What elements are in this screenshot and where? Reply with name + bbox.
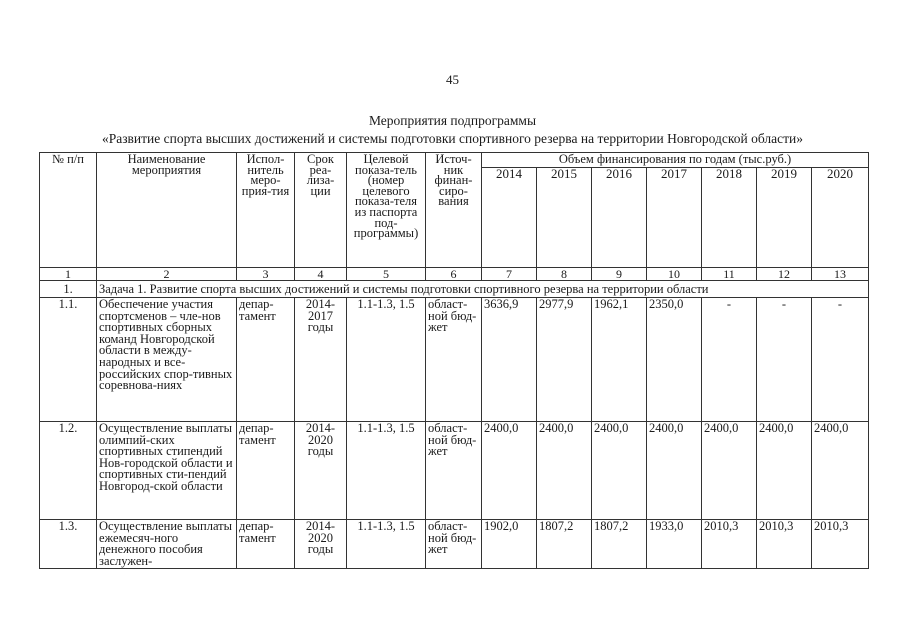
amount-cell: 2400,0 (702, 422, 757, 520)
task-row (40, 281, 869, 298)
term-cell: 2014-2017 годы (295, 298, 347, 422)
column-number: 9 (592, 268, 647, 281)
header-target: Целевой показа-тель (номер целевого показа-теля из паспорта под-программы) (347, 153, 426, 268)
column-number: 12 (757, 268, 812, 281)
header-executor: Испол-нитель меро-прия-тия (237, 153, 295, 268)
row-number: 1.2. (40, 422, 97, 520)
amount-cell: 2400,0 (482, 422, 537, 520)
amount-cell: 2400,0 (537, 422, 592, 520)
table-row (40, 422, 869, 520)
amount-cell: 1807,2 (537, 520, 592, 569)
column-number: 3 (237, 268, 295, 281)
amount-cell: 1962,1 (592, 298, 647, 422)
document-title: Мероприятия подпрограммы (368, 113, 537, 128)
source-cell: област-ной бюд-жет (426, 520, 482, 569)
header-year: 2017 (647, 168, 702, 268)
header-year: 2016 (592, 168, 647, 268)
amount-cell: 3636,9 (482, 298, 537, 422)
amount-cell: 1933,0 (647, 520, 702, 569)
table-row (40, 298, 869, 422)
amount-cell: 2010,3 (812, 520, 869, 569)
column-numbers-row (40, 268, 869, 281)
header-year: 2015 (537, 168, 592, 268)
amount-cell: 2400,0 (812, 422, 869, 520)
column-number: 13 (812, 268, 869, 281)
column-number: 6 (426, 268, 482, 281)
amount-cell: 2350,0 (647, 298, 702, 422)
column-number: 5 (347, 268, 426, 281)
document-subtitle: «Развитие спорта высших достижений и системы подготовки спортивного резерва на территории Новгородской области» (101, 131, 804, 146)
task-text: Задача 1. Развитие спорта высших достижений и системы подготовки спортивного резерва на территории области (97, 281, 869, 298)
executor-cell: депар-тамент (237, 520, 295, 569)
row-number: 1.1. (40, 298, 97, 422)
executor-cell: депар-тамент (237, 298, 295, 422)
column-number: 10 (647, 268, 702, 281)
measure-name: Обеспечение участия спортсменов – чле-нов спортивных сборных команд Новгородской области в между-народных и все-российских спор-тивных соревнова-ниях (97, 298, 237, 422)
measure-name: Осуществление выплаты олимпий-ских спортивных стипендий Нов-городской области и спортивных сти-пендий Новгород-ской области (97, 422, 237, 520)
header-num: № п/п (40, 153, 97, 268)
amount-cell: - (757, 298, 812, 422)
column-number: 1 (40, 268, 97, 281)
amount-cell: 1902,0 (482, 520, 537, 569)
header-year: 2019 (757, 168, 812, 268)
amount-cell: 1807,2 (592, 520, 647, 569)
amount-cell: - (702, 298, 757, 422)
column-number: 11 (702, 268, 757, 281)
column-number: 4 (295, 268, 347, 281)
measure-name: Осуществление выплаты ежемесяч-ного денежного пособия заслужен- (97, 520, 237, 569)
header-year: 2018 (702, 168, 757, 268)
table-row (40, 520, 869, 569)
header-term: Срок реа-лиза-ции (295, 153, 347, 268)
amount-cell: 2400,0 (592, 422, 647, 520)
row-number: 1.3. (40, 520, 97, 569)
task-number: 1. (40, 281, 97, 298)
target-cell: 1.1-1.3, 1.5 (347, 298, 426, 422)
amount-cell: 2010,3 (702, 520, 757, 569)
header-name: Наименование мероприятия (97, 153, 237, 268)
column-number: 7 (482, 268, 537, 281)
amount-cell: 2010,3 (757, 520, 812, 569)
amount-cell: 2977,9 (537, 298, 592, 422)
header-row (40, 153, 869, 168)
source-cell: област-ной бюд-жет (426, 298, 482, 422)
amount-cell: 2400,0 (647, 422, 702, 520)
target-cell: 1.1-1.3, 1.5 (347, 422, 426, 520)
page-number: 45 (446, 72, 459, 87)
target-cell: 1.1-1.3, 1.5 (347, 520, 426, 569)
header-funding: Объем финансирования по годам (тыс.руб.) (482, 153, 869, 168)
amount-cell: - (812, 298, 869, 422)
executor-cell: депар-тамент (237, 422, 295, 520)
amount-cell: 2400,0 (757, 422, 812, 520)
header-year: 2014 (482, 168, 537, 268)
column-number: 2 (97, 268, 237, 281)
measures-table (39, 152, 869, 569)
term-cell: 2014-2020 годы (295, 422, 347, 520)
column-number: 8 (537, 268, 592, 281)
term-cell: 2014-2020 годы (295, 520, 347, 569)
header-year: 2020 (812, 168, 869, 268)
header-source: Источ-ник финан-сиро-вания (426, 153, 482, 268)
source-cell: област-ной бюд-жет (426, 422, 482, 520)
